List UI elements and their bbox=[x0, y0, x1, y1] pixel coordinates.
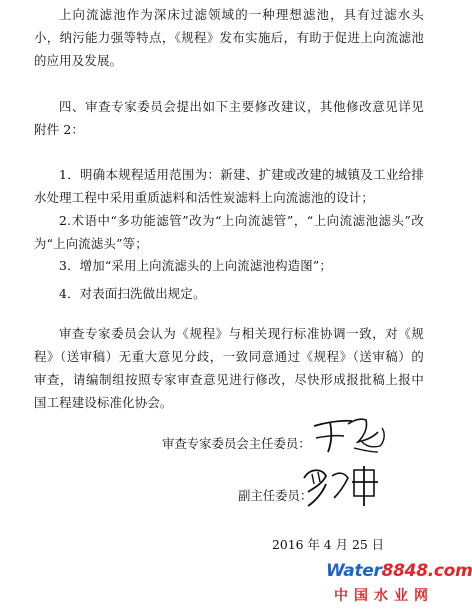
watermark-chinese-name: 中国水业网 bbox=[334, 588, 434, 604]
vice-chair-label: 副主任委员： bbox=[238, 488, 313, 503]
item-1: 1．明确本规程适用范围为：新建、扩建或改建的城镇及工业给排水处理工程中采用重质滤料和活性炭滤料上向流滤池的设计； bbox=[34, 167, 424, 205]
watermark-brand bbox=[326, 561, 472, 581]
vice-chair-signature bbox=[300, 462, 382, 510]
item-3: 3．增加“采用上向流滤头的上向流滤池构造图”； bbox=[59, 258, 332, 273]
watermark-brand-water: Water bbox=[326, 561, 382, 581]
intro-paragraph: 上向流滤池作为深床过滤领域的一种理想滤池，具有过滤水头小，纳污能力强等特点，《规程》发布实施后，有助于促进上向流滤池的应用及发展。 bbox=[34, 7, 424, 68]
document-date: 2016 年 4 月 25 日 bbox=[272, 537, 385, 552]
watermark-brand-domain: .com bbox=[427, 561, 472, 581]
item-4: 4．对表面扫洗做出规定。 bbox=[59, 286, 206, 301]
watermark-brand-number: 8848 bbox=[381, 561, 428, 581]
section-4-heading: 四、审查专家委员会提出如下主要修改建议，其他修改意见详见附件 2： bbox=[34, 99, 424, 137]
item-2: 2.术语中“多功能滤管”改为“上向流滤管”，“上向流滤池滤头”改为“上向流滤头”等； bbox=[34, 213, 424, 251]
chair-signature bbox=[308, 412, 390, 458]
conclusion-paragraph: 审查专家委员会认为《规程》与相关现行标准协调一致，对《规程》（送审稿）无重大意见分歧，一致同意通过《规程》（送审稿）的审查，请编制组按照专家审查意见进行修改，尽快形成报批稿上报中国工程建设标准化协会。 bbox=[34, 326, 424, 410]
site-watermark bbox=[326, 561, 472, 607]
chair-label: 审查专家委员会主任委员： bbox=[162, 436, 311, 451]
